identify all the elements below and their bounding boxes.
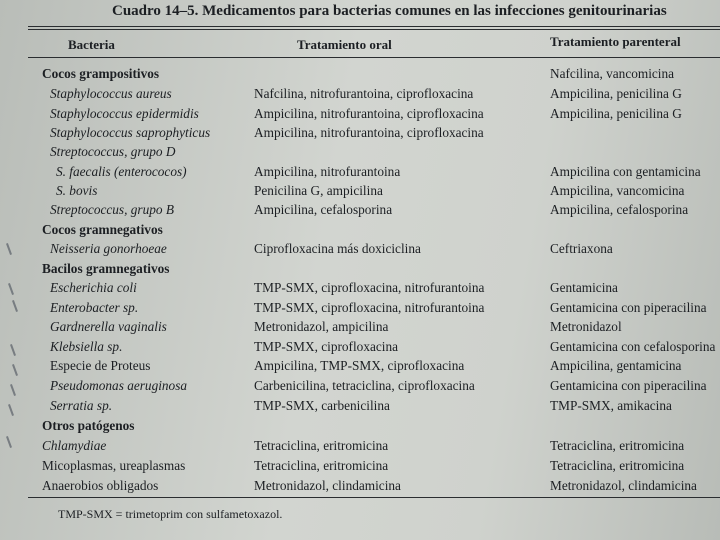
parenteral-cell: Metronidazol	[550, 319, 622, 334]
bacteria-cell: Staphylococcus epidermidis	[50, 106, 199, 121]
bacteria-cell: Neisseria gonorhoeae	[50, 241, 167, 256]
bacteria-cell: Pseudomonas aeruginosa	[50, 378, 188, 393]
oral-cell: Carbenicilina, tetraciclina, ciprofloxacina	[254, 378, 475, 393]
table-row	[0, 162, 720, 181]
table-row	[0, 396, 720, 415]
parenteral-cell: Ampicilina, penicilina G	[550, 86, 682, 101]
oral-cell: Ampicilina, nitrofurantoina, ciprofloxacina	[254, 125, 484, 140]
bacteria-cell: Escherichia coli	[50, 280, 137, 295]
bacteria-cell: S. bovis	[56, 183, 98, 198]
parenteral-cell: Ampicilina, gentamicina	[550, 358, 682, 373]
table-row	[0, 181, 720, 200]
bacteria-cell: Serratia sp.	[50, 398, 113, 413]
table-row	[0, 476, 720, 495]
oral-cell: Tetraciclina, eritromicina	[254, 458, 389, 473]
oral-cell: TMP-SMX, carbenicilina	[254, 398, 390, 413]
footnote: TMP-SMX = trimetoprim con sulfametoxazol.	[58, 507, 283, 521]
parenteral-cell: Nafcilina, vancomicina	[550, 66, 675, 81]
oral-cell: Tetraciclina, eritromicina	[254, 438, 389, 453]
bacteria-cell: Especie de Proteus	[50, 358, 151, 373]
bacteria-cell: Staphylococcus aureus	[50, 86, 172, 101]
parenteral-cell: Gentamicina	[550, 280, 618, 295]
table-row	[0, 64, 720, 83]
oral-cell: Metronidazol, clindamicina	[254, 478, 401, 493]
oral-cell: Ampicilina, nitrofurantoina	[254, 164, 401, 179]
table-row	[0, 142, 720, 161]
oral-cell: TMP-SMX, ciprofloxacina, nitrofurantoina	[254, 280, 485, 295]
top-rule-double	[28, 29, 720, 30]
table-row	[0, 200, 720, 219]
table-row	[0, 337, 720, 356]
bacteria-cell: Anaerobios obligados	[42, 478, 159, 493]
table-row	[0, 456, 720, 475]
parenteral-cell: Ampicilina con gentamicina	[550, 164, 701, 179]
oral-cell: Ciprofloxacina más doxiciclina	[254, 241, 421, 256]
group-label: Otros patógenos	[42, 418, 135, 433]
table-row	[0, 220, 720, 239]
group-label: Cocos grampositivos	[42, 66, 160, 81]
oral-cell: Ampicilina, nitrofurantoina, ciprofloxacina	[254, 106, 484, 121]
parenteral-cell: Gentamicina con piperacilina	[550, 300, 707, 315]
oral-cell: Penicilina G, ampicilina	[254, 183, 383, 198]
table-row	[0, 317, 720, 336]
bacteria-cell: Streptococcus, grupo D	[50, 144, 176, 159]
table-row	[0, 123, 720, 142]
header-parenteral: Tratamiento parenteral	[550, 34, 681, 49]
parenteral-cell: Metronidazol, clindamicina	[550, 478, 697, 493]
table-row	[0, 278, 720, 297]
table-row	[0, 104, 720, 123]
bacteria-cell: Gardnerella vaginalis	[50, 319, 167, 334]
table-title: Cuadro 14–5. Medicamentos para bacterias comunes en las infecciones genitourinarias	[112, 3, 667, 19]
bacteria-cell: Enterobacter sp.	[50, 300, 139, 315]
oral-cell: Metronidazol, ampicilina	[254, 319, 389, 334]
oral-cell: TMP-SMX, ciprofloxacina	[254, 339, 399, 354]
parenteral-cell: Ampicilina, cefalosporina	[550, 202, 689, 217]
table-row	[0, 376, 720, 395]
parenteral-cell: TMP-SMX, amikacina	[550, 398, 672, 413]
bacteria-cell: Micoplasmas, ureaplasmas	[42, 458, 186, 473]
group-label: Bacilos gramnegativos	[42, 261, 170, 276]
table-row	[0, 84, 720, 103]
top-rule	[28, 26, 720, 27]
bacteria-cell: Streptococcus, grupo B	[50, 202, 174, 217]
parenteral-cell: Ampicilina, penicilina G	[550, 106, 682, 121]
table-row	[0, 259, 720, 278]
bacteria-cell: S. faecalis (enterococos)	[56, 164, 187, 179]
parenteral-cell: Gentamicina con piperacilina	[550, 378, 707, 393]
bacteria-cell: Chlamydiae	[42, 438, 107, 453]
parenteral-cell: Ampicilina, vancomicina	[550, 183, 685, 198]
parenteral-cell: Tetraciclina, eritromicina	[550, 438, 685, 453]
bacteria-cell: Staphylococcus saprophyticus	[50, 125, 211, 140]
oral-cell: Ampicilina, cefalosporina	[254, 202, 393, 217]
header-rule	[28, 57, 720, 58]
table-row	[0, 356, 720, 375]
oral-cell: Nafcilina, nitrofurantoina, ciprofloxacina	[254, 86, 474, 101]
header-bacteria: Bacteria	[68, 37, 115, 52]
parenteral-cell: Ceftriaxona	[550, 241, 613, 256]
table-row	[0, 239, 720, 258]
bottom-rule	[28, 497, 720, 498]
oral-cell: Ampicilina, TMP-SMX, ciprofloxacina	[254, 358, 465, 373]
oral-cell: TMP-SMX, ciprofloxacina, nitrofurantoina	[254, 300, 485, 315]
table-row	[0, 436, 720, 455]
parenteral-cell: Tetraciclina, eritromicina	[550, 458, 685, 473]
table-row	[0, 416, 720, 435]
bacteria-cell: Klebsiella sp.	[50, 339, 123, 354]
group-label: Cocos gramnegativos	[42, 222, 163, 237]
parenteral-cell: Gentamicina con cefalosporina	[550, 339, 716, 354]
table-row	[0, 298, 720, 317]
header-oral: Tratamiento oral	[297, 37, 392, 52]
